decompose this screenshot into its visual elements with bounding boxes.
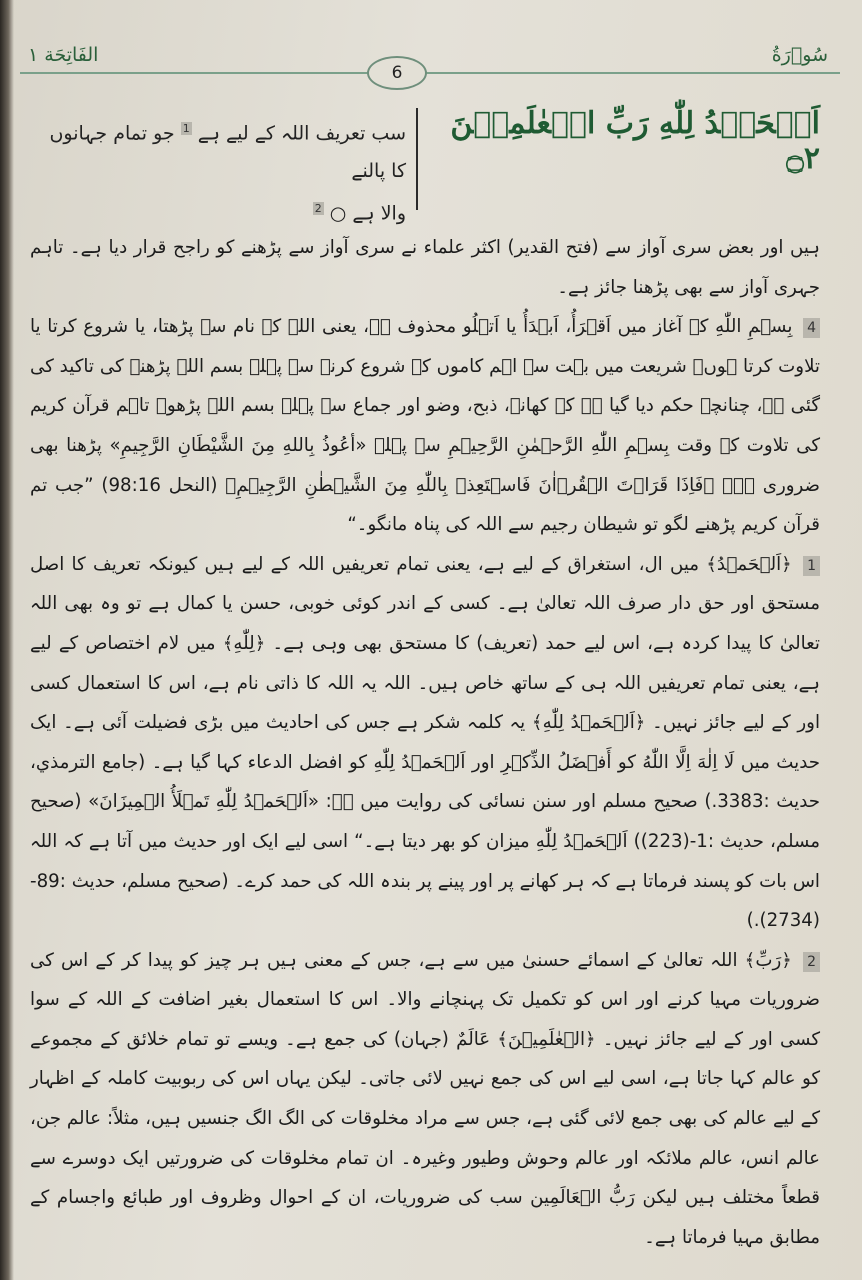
translation-part-c: والا ہے ○ — [329, 202, 406, 225]
paragraph-text: ﴿رَبِّ﴾ اللہ تعالیٰ کے اسمائے حسنیٰ میں سے ہے، جس کے معنی ہیں ہر چیز کو پیدا کر کے اس کی ضروریات مہیا کرنے اور اس کو تکمیل تک پہنچانے والا۔ اس کا استعمال بغیر اضافت کے اللہ کے سوا کسی اور کے لیے جائز نہیں۔ ﴿الۡعٰلَمِيۡنَ﴾ عَالَمٌ (جہان) کی جمع ہے۔ ویسے تو تمام خلائق کے مجموعے کو عالم کہا جاتا ہے، اسی لیے اس کی جمع نہیں لائی جاتی۔ لیکن یہاں اس کی ربوبیت کاملہ کے اظہار کے لیے عالم کی بھی جمع لائی گئی ہے، جس سے مراد مخلوقات کی الگ الگ جنسیں ہیں، مثلاً: عالم جن، عالم انس، عالم ملائکہ اور عالم وحوش وطیور وغیرہ۔ ان تمام مخلوقات کی ضرورتیں ایک دوسرے سے قطعاً مختلف ہیں لیکن رَبُّ الۡعَالَمِين سب کی ضروریات، ان کے احوال وظروف اور طبائع واجسام کے مطابق مہیا فرماتا ہے۔ — [30, 949, 820, 1248]
commentary-paragraph — [30, 941, 820, 1258]
translation-part-b: جو تمام جہانوں کا پالنے — [49, 122, 406, 183]
commentary-paragraph — [30, 228, 820, 307]
verse-divider — [416, 108, 418, 210]
paragraph-text: ﴿اَلۡحَمۡدُ﴾ میں ال، استغراق کے لیے ہے، یعنی تمام تعریفیں اللہ کے لیے ہیں کیونکہ تعریف کا اصل مستحق اور حق دار صرف اللہ تعالیٰ ہے۔ کسی کے اندر کوئی خوبی، حسن یا کمال ہے تو وہ بھی اللہ تعالیٰ کا پیدا کردہ ہے، اس لیے حمد (تعریف) کا مستحق بھی وہی ہے۔ ﴿لِلّٰهِ﴾ میں لام اختصاص کے لیے ہے، یعنی تمام تعریفیں اللہ ہی کے ساتھ خاص ہیں۔ اللہ یہ اللہ کا ذاتی نام ہے، اس کا استعمال کسی اور کے لیے جائز نہیں۔ ﴿اَلۡحَمۡدُ لِلّٰهِ﴾ یہ کلمہ شکر ہے جس کی احادیث میں بڑی فضیلت آئی ہے۔ ایک حدیث میں لَا اِلٰهَ اِلَّا اللّٰهُ کو أَفۡضَلُ الذِّكۡرِ اور اَلۡحَمۡدُ لِلّٰهِ کو افضل الدعاء کہا گیا ہے۔ (جامع الترمذي، حديث :3383.) صحیح مسلم اور سنن نسائی کی روایت میں ہے: «اَلۡحَمۡدُ لِلّٰهِ تَمۡلَأُ الۡمِيزَانَ» (صحيح مسلم، حديث :1-(223)) اَلۡحَمۡدُ لِلّٰهِ میزان کو بھر دیتا ہے۔“ اسی لیے ایک اور حدیث میں آتا ہے کہ اللہ اس بات کو پسند فرماتا ہے کہ ہر کھانے پر اور پینے پر بندہ اللہ کی حمد کرے۔ (صحيح مسلم، حديث :89-(2734).) — [30, 553, 820, 932]
footnote-number: 4 — [803, 318, 820, 338]
header-surah-name: الفَاتِحَة ١ — [28, 44, 99, 66]
page-number: 6 — [367, 56, 427, 90]
footnote-marker-1: 1 — [182, 122, 190, 135]
verse-arabic-text: اَلۡحَمۡدُ لِلّٰهِ رَبِّ الۡعٰلَمِيۡنَ ۝٢ — [450, 106, 820, 176]
commentary-paragraph — [30, 545, 820, 941]
footnote-number: 2 — [803, 952, 820, 972]
verse-block — [30, 100, 820, 225]
verse-translation — [30, 110, 406, 233]
binding-shadow — [0, 0, 14, 1280]
paragraph-text: بِسۡمِ اللّٰهِ کے آغاز میں اَقۡرَأُ، اَبۡدَأُ یا اَتۡلُو محذوف ہے، یعنی اللہ کے نام سے پڑھتا، یا شروع کرتا یا تلاوت کرتا ہوں۔ شریعت میں بہت سے اہم کاموں کے شروع کرنے سے پہلے بسم اللہ پڑھنے کی تاکید کی گئی ہے، چنانچہ حکم دیا گیا ہے کہ کھانے، ذبح، وضو اور جماع سے پہلے بسم اللہ پڑھو۔ تاہم قرآن کریم کی تلاوت کے وقت بِسۡمِ اللّٰهِ الرَّحۡمٰنِ الرَّحِيۡمِ سے پہلے «أعُوذُ بِاللهِ مِنَ الشَّيْطَانِ الرَّجِيمِ» پڑھنا بھی ضروری ہے۔ ﴿فَاِذَا قَرَاۡتَ الۡقُرۡاٰنَ فَاسۡتَعِذۡ بِاللّٰهِ مِنَ الشَّيۡطٰنِ الرَّجِيۡمِ﴾ (النحل 98:16) ”جب تم قرآن کریم پڑھنے لگو تو شیطان رجیم سے اللہ کی پناہ مانگو۔“ — [30, 316, 820, 536]
commentary-paragraph — [30, 307, 820, 545]
translation-part-a: سب تعریف اللہ کے لیے ہے — [197, 122, 406, 145]
commentary-body — [30, 228, 820, 1257]
header-rule — [20, 72, 840, 74]
footnote-number: 1 — [803, 556, 820, 576]
paragraph-text: ہیں اور بعض سری آواز سے (فتح القدیر) اکثر علماء نے سری آواز سے پڑھنے کو راجح قرار دیا ہے۔ تاہم جہری آواز سے بھی پڑھنا جائز ہے۔ — [30, 237, 820, 298]
footnote-marker-2: 2 — [314, 202, 322, 216]
header-surah-label: سُوۡرَةُ — [771, 44, 828, 66]
page-header — [20, 38, 840, 84]
